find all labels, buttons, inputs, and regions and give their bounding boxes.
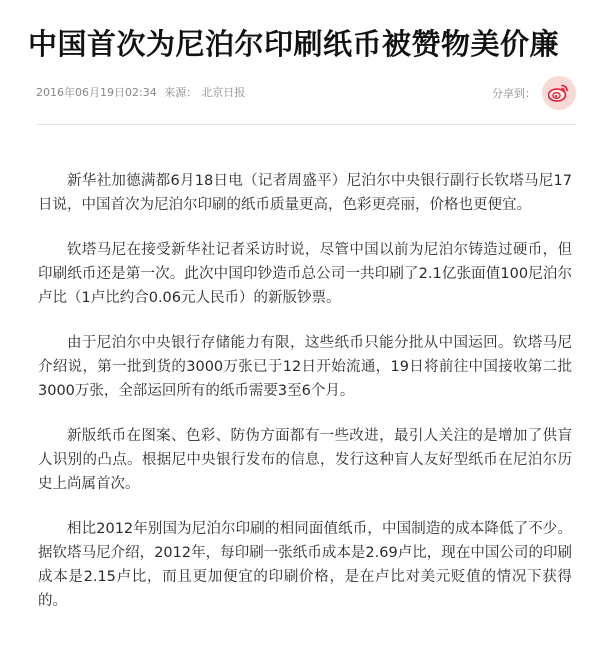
paragraph: 相比2012年别国为尼泊尔印刷的相同面值纸币，中国制造的成本降低了不少。据钦塔马尼介绍，2012年，每印刷一张纸币成本是2.69卢比，现在中国公司的印刷成本是2.15卢比，而且更加便宜的印刷价格，是在卢比对美元贬值的情况下获得的。 — [38, 521, 572, 609]
article-meta — [36, 82, 576, 102]
header-divider — [36, 124, 576, 125]
share-bar — [492, 76, 576, 110]
paragraph: 由于尼泊尔中央银行存储能力有限，这些纸币只能分批从中国运回。钦塔马尼介绍说，第一批到货的3000万张已于12日开始流通，19日将前往中国接收第二批3000万张，全部运回所有的纸币需要3至6个月。 — [38, 335, 572, 399]
source-name[interactable]: 北京日报 — [201, 86, 246, 99]
source-label: 来源： — [164, 86, 198, 99]
publish-date: 2016年06月19日02:34 — [36, 86, 157, 99]
weibo-icon[interactable] — [542, 76, 576, 110]
paragraph: 钦塔马尼在接受新华社记者采访时说，尽管中国以前为尼泊尔铸造过硬币，但印刷纸币还是第一次。此次中国印钞造币总公司一共印刷了2.1亿张面值100尼泊尔卢比（1卢比约合0.06元人民币）的新版钞票。 — [38, 242, 572, 306]
article-body — [38, 169, 572, 634]
paragraph: 新版纸币在图案、色彩、防伪方面都有一些改进，最引人关注的是增加了供盲人识别的凸点。根据尼中央银行发布的信息，发行这种盲人友好型纸币在尼泊尔历史上尚属首次。 — [38, 428, 572, 492]
article-title: 中国首次为尼泊尔印刷纸币被赞物美价廉 — [28, 27, 560, 61]
meta-info — [36, 84, 249, 100]
share-label: 分享到： — [492, 87, 536, 100]
paragraph: 新华社加德满都6月18日电（记者周盛平）尼泊尔中央银行副行长钦塔马尼17日说，中国首次为尼泊尔印刷的纸币质量更高，色彩更亮丽，价格也更便宜。 — [38, 173, 572, 213]
